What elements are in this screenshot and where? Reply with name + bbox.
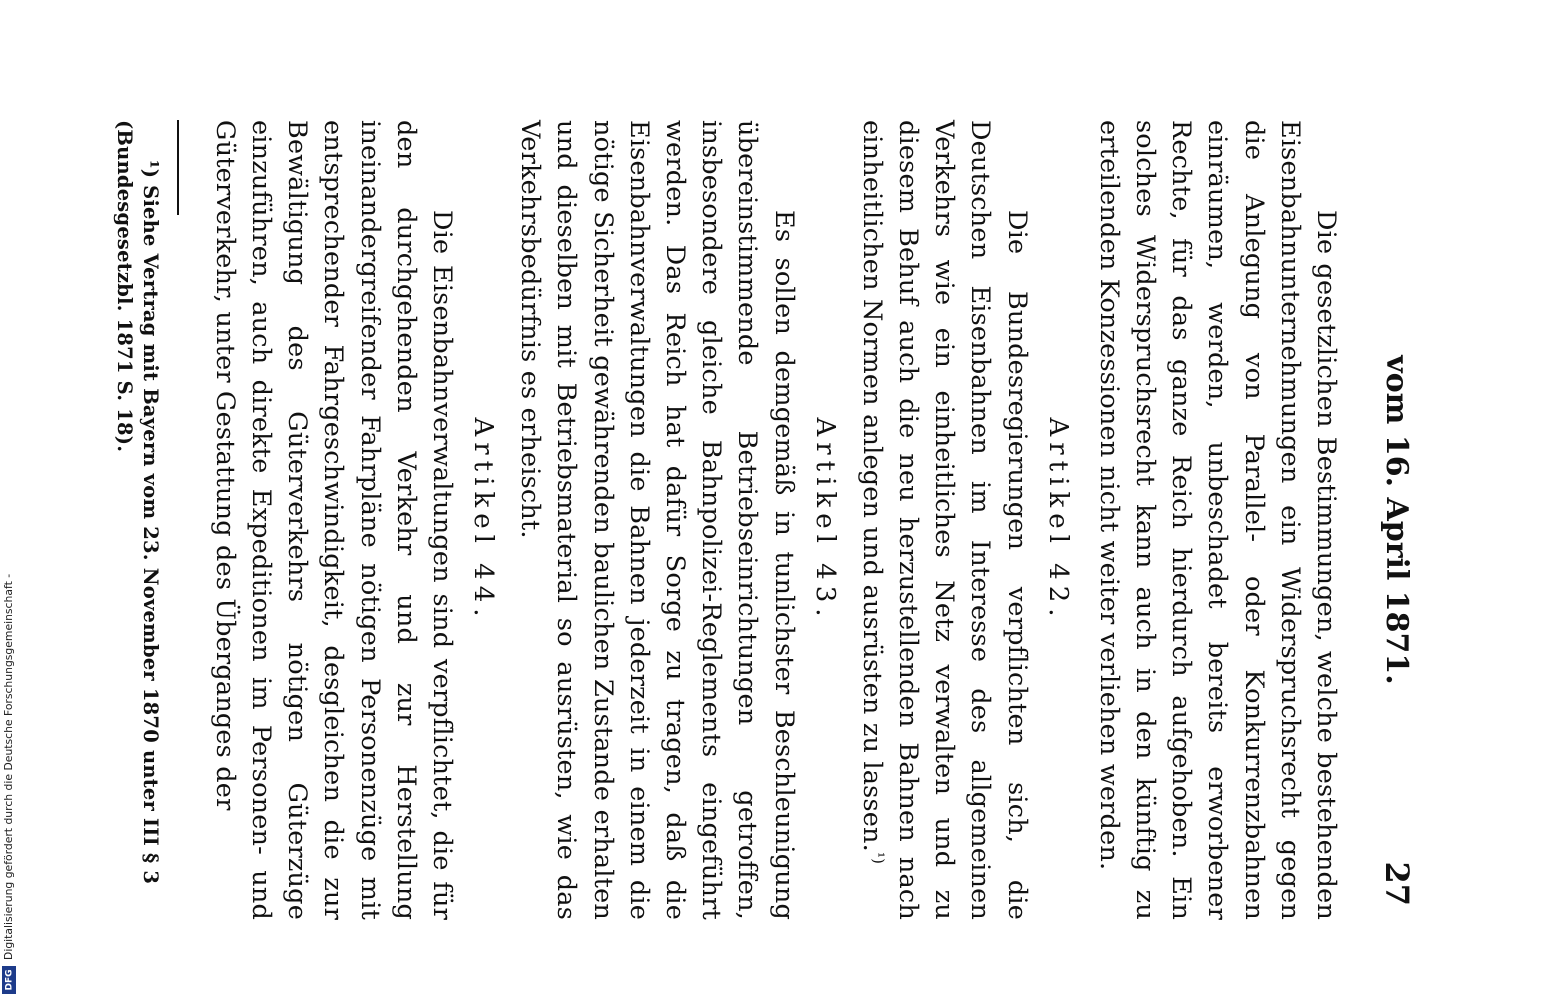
article-43-text: Es sollen demgemäß in tunlichster Beschleunigung übereinstimmende Betriebseinrichtungen getroffen, insbesondere gleiche Bahnpolizei-Reglements eingeführt werden. Das Reich hat dafür Sorge zu tragen, daß die Eisenbahnverwaltungen die Bahnen jederzeit in einem die nötige Sicherheit gewährenden baulichen Zustande erhalten und dieselben mit Betriebsmaterial so ausrüsten, wie das Verkehrsbedürfnis es erheischt.	[515, 120, 799, 920]
dfg-logo-text: DFG	[4, 969, 15, 991]
page-header	[1364, 120, 1420, 920]
article-42-text	[854, 120, 1035, 920]
paragraph-intro: Die gesetzlichen Bestimmungen, welche bestehenden Eisenbahnunternehmungen ein Widerspruchsrecht gegen die Anlegung von Parallel- oder Konkurrenzbahnen einräumen, werden, unbeschadet bereits erworbener Rechte, für das ganze Reich hierdurch aufgehoben. Ein solches Widerspruchsrecht kann auch in den künftig zu erteilenden Konzessionen nicht weiter verliehen werden.	[1093, 120, 1341, 920]
footnote: ¹) Siehe Vertrag mit Bayern vom 23. November 1870 unter III § 3 (Bundesgesetzbl. 1871 S. 18).	[112, 120, 162, 885]
article-44-heading: Artikel 44.	[467, 417, 498, 623]
document-page	[112, 120, 1420, 920]
page-number: 27	[1378, 861, 1416, 906]
article-44-text: Die Eisenbahnverwaltungen sind verpflichtet, die für den durchgehenden Verkehr und zur Herstellung ineinandergreifender Fahrpläne nötigen Personenzüge mit entsprechender Fahrgeschwindigkeit, desgleichen die zur Bewältigung des Güterverkehrs nötigen Güterzüge einzuführen, auch direkte Expeditionen im Personen- und Güterverkehr, unter Gestattung des Überganges der	[209, 120, 457, 920]
digitization-sidebar	[0, 0, 20, 1000]
article-43-heading: Artikel 43.	[809, 417, 840, 623]
footnote-reference: ¹)	[869, 851, 888, 865]
dfg-logo	[2, 966, 16, 994]
running-head: vom 16. April 1871.	[1379, 355, 1414, 685]
funding-credit: Digitalisierung gefördert durch die Deutsche Forschungsgemeinschaft -	[2, 573, 15, 960]
article-42-heading: Artikel 42.	[1042, 417, 1073, 623]
footnote-divider	[177, 120, 179, 215]
article-42-body: Die Bundesregierungen verpflichten sich, die Deutschen Eisenbahnen im Interesse des allgemeinen Verkehrs wie ein einheitliches Netz verwalten und zu diesem Behuf auch die neu herzustellenden Bahnen nach einheitlichen Normen anlegen und ausrüsten zu lassen.	[856, 120, 1032, 920]
